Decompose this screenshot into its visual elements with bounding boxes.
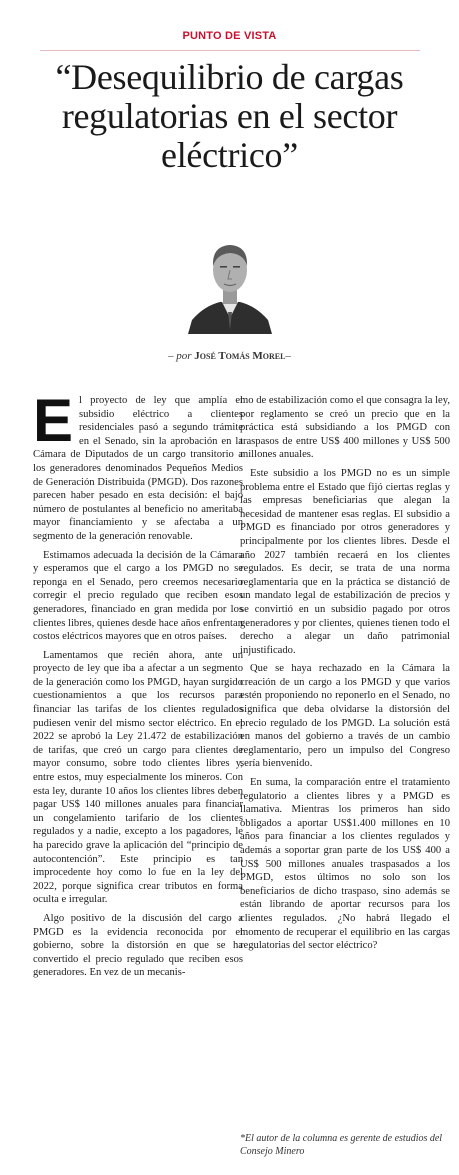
paragraph: El proyecto de ley que amplía el subsidio eléctrico a clientes residenciales pasó a segundo trámite en el Senado, sin la aprobación en la Cámara de Diputados de un cargo transitorio a los generadores denominados Pequeños Medios de Generación Distribuida (PMGD). Dos razones parecen haber pesado en esta decisión: el bajo número de postulantes al beneficio no ameritaba mayor financiamiento y se afectaba a un segmento de la generación renovable. [33, 387, 243, 542]
byline-prefix: – por [168, 350, 195, 362]
paragraph: Algo positivo de la discusión del cargo a PMGD es la evidencia reconocida por el gobierno, sobre la distorsión en que se ha convertido el precio regulado que reciben esos generadores. En vez de un mecanis- [33, 912, 243, 979]
article-column-left [33, 387, 243, 985]
paragraph: Estimamos adecuada la decisión de la Cámara y esperamos que el cargo a los PMGD no se reponga en el Senado, pero creemos necesario corregir el precio regulado que reciben esos generadores, financiado en gran medida por los clientes libres, quienes desde hace años enfrentan costos eléctricos mayores que en otros países. [33, 549, 243, 643]
article-column-right [240, 394, 450, 958]
paragraph: Este subsidio a los PMGD no es un simple problema entre el Estado que fijó ciertas reglas y las empresas beneficiarias que alegan la necesidad de mantener esas reglas. El subsidio a PMGD es financiado por otros generadores y principalmente por los clientes libres. Desde el año 2027 también recaerá en los clientes regulados. Es decir, se trata de una norma reglamentaria que en la práctica se distanció de un mandato legal de estabilización de precios y se convirtió en un subsidio pagado por otros generadores y por clientes, quienes tienen todo el derecho a alegar un daño patrimonial injustificado. [240, 467, 450, 656]
author-portrait [186, 232, 274, 334]
author-name: José Tomás Morel [194, 350, 286, 362]
byline [0, 350, 459, 362]
byline-suffix: – [285, 350, 291, 362]
section-label: PUNTO DE VISTA [182, 30, 277, 42]
paragraph: Que se haya rechazado en la Cámara la creación de un cargo a los PMGD y que varios estén proponiendo no reponerlo en el Senado, no significa que deba olvidarse la distorsión del precio regulado de los PMGD. La solución está en manos del gobierno a través de un cambio reglamentario, pero un impulso del Congreso sería bienvenido. [240, 663, 450, 770]
paragraph: mo de estabilización como el que consagra la ley, por reglamento se creó un precio que en la práctica está subsidiando a los PMGD con traspasos de entre US$ 400 millones y US$ 500 millones anuales. [240, 395, 450, 461]
paragraph: En suma, la comparación entre el tratamiento regulatorio a clientes libres y a PMGD es llamativa. Mientras los primeros han sido obligados a aportar US$1.400 millones en 10 años para financiar a los clientes regulados y además a soportar gran parte de los US$ 400 a US$ 500 millones anuales traspasados a los PMGD, estos últimos no solo son los beneficiarios de dicho traspaso, sino además se están librando de aportar recursos para los clientes regulados. ¿No habrá llegado el momento de recuperar el equilibrio en las cargas regulatorias del sector eléctrico? [240, 777, 450, 952]
headline: “Desequilibrio de cargas regulatorias en el sector eléctrico” [55, 57, 404, 175]
drop-cap: E [33, 387, 74, 454]
section-divider [40, 50, 420, 51]
paragraph: Lamentamos que recién ahora, ante un proyecto de ley que iba a afectar a un segmento de la generación como los PMGD, hayan surgido cuestionamientos a que los recursos para financiar las tarifas de los clientes regulados pudiesen venir del mismo sector eléctrico. En el 2022 se aprobó la Ley 21.472 de estabilización de tarifas, que creó un cargo para clientes de mayor consumo, sobre todo clientes libres y, entre estos, muy especialmente los mineros. Con esta ley, durante 10 años los clientes libres deben pagar US$ 140 millones anuales para financiar un congelamiento tarifario de los clientes regulados y a nadie, excepto a los pagadores, le ha parecido grave la aplicación del “principio de autocontención”. Este principio es tan improcedente hoy como lo fue en la ley del 2022, porque significa crear tributos en forma oculta e irregular. [33, 649, 243, 906]
author-footnote: *El autor de la columna es gerente de estudios del Consejo Minero [240, 1133, 443, 1157]
